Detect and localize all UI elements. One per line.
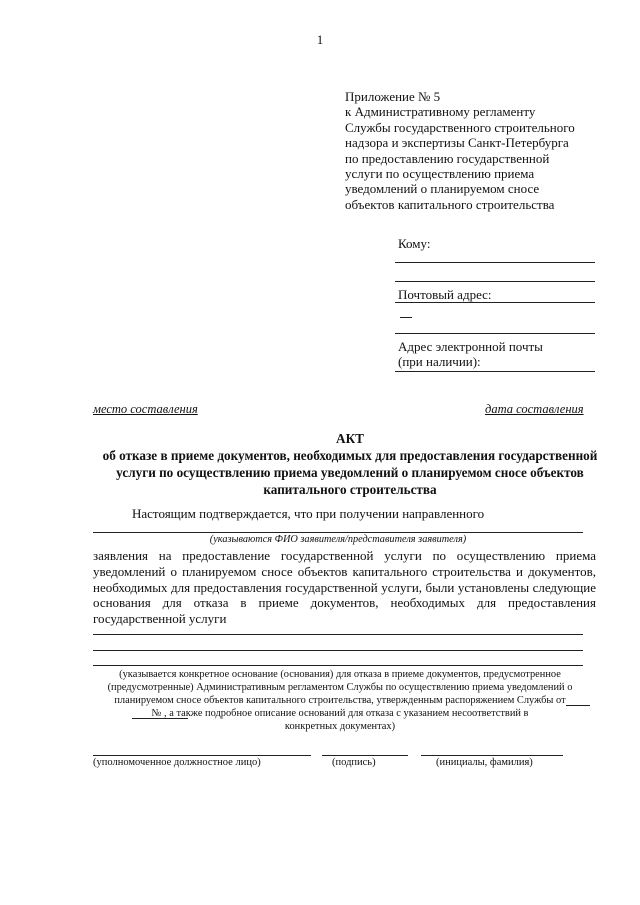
act-heading: АКТ xyxy=(336,431,364,446)
postal-line-1[interactable] xyxy=(395,302,595,303)
act-title-line: услуги по осуществлению приема уведомлений о планируемом сносе объектов xyxy=(116,465,584,480)
act-title-line: об отказе в приеме документов, необходимых для предоставления государственной xyxy=(102,448,598,463)
reason-note-line: планируемом сносе объектов капитального строительства, утвержденным распоряжением Службы от xyxy=(114,695,566,706)
name-caption: (инициалы, фамилия) xyxy=(436,757,533,768)
reason-line-3[interactable] xyxy=(93,665,583,666)
to-line-2[interactable] xyxy=(395,281,595,282)
email-label-note: (при наличии): xyxy=(398,354,481,369)
applicant-hint: (указываются ФИО заявителя/представителя заявителя) xyxy=(209,534,467,545)
intro-text: Настоящим подтверждается, что при получении направленного xyxy=(132,506,485,521)
postal-label: Почтовый адрес: xyxy=(398,287,492,302)
reason-line-1[interactable] xyxy=(93,634,583,635)
place-label: место составления xyxy=(93,402,198,416)
appendix-header xyxy=(345,89,615,212)
date-blank-line[interactable] xyxy=(566,705,590,706)
appendix-line: к Административному регламенту xyxy=(345,104,536,120)
to-label: Кому: xyxy=(398,236,431,251)
postal-line-dash xyxy=(400,317,412,318)
reason-line-2[interactable] xyxy=(93,650,583,651)
official-caption: (уполномоченное должностное лицо) xyxy=(93,757,261,768)
act-title-line: капитального строительства xyxy=(263,482,437,497)
appendix-line: Службы государственного строительного xyxy=(345,119,575,135)
email-line[interactable] xyxy=(395,371,595,372)
appendix-line: по предоставлению государственной xyxy=(345,150,550,166)
name-line[interactable] xyxy=(421,755,563,756)
official-line[interactable] xyxy=(93,755,311,756)
signature-line[interactable] xyxy=(322,755,408,756)
reason-note-line: (предусмотренные) Административным регламентом Службы по осуществлению приема уведомлений о xyxy=(107,682,573,693)
body-line: уведомлений о планируемом сносе объектов капитального строительства и документов, xyxy=(93,564,596,579)
body-line: государственной услуги xyxy=(93,611,227,626)
appendix-line: Приложение № 5 xyxy=(345,89,441,104)
appendix-line: объектов капитального строительства xyxy=(345,196,555,212)
appendix-line: услуги по осуществлению приема xyxy=(345,166,535,182)
reason-note-line: конкретных документах) xyxy=(284,721,396,732)
page-number: 1 xyxy=(316,32,324,47)
postal-line-2[interactable] xyxy=(395,333,595,334)
to-line-1[interactable] xyxy=(395,262,595,263)
body-line: основания для отказа в приеме документов, необходимых для предоставления xyxy=(93,595,596,610)
email-label: Адрес электронной почты xyxy=(398,339,543,354)
applicant-line[interactable] xyxy=(93,532,583,533)
body-line: заявления на предоставление государственной услуги по осуществлению приема xyxy=(93,548,596,563)
date-label: дата составления xyxy=(485,402,584,416)
number-blank-line[interactable] xyxy=(132,718,188,719)
reason-note-line: № , а также подробное описание оснований для отказа с указанием несоответствий в xyxy=(151,708,529,719)
appendix-line: уведомлений о планируемом сносе xyxy=(345,181,540,197)
reason-note-line: (указывается конкретное основание (основания) для отказа в приеме документов, предусмотренное xyxy=(119,669,561,680)
body-line: необходимых для предоставления государственной услуги, были установлены следующие xyxy=(93,580,596,595)
signature-caption: (подпись) xyxy=(332,757,376,768)
appendix-line: надзора и экспертизы Санкт-Петербурга xyxy=(345,135,569,151)
